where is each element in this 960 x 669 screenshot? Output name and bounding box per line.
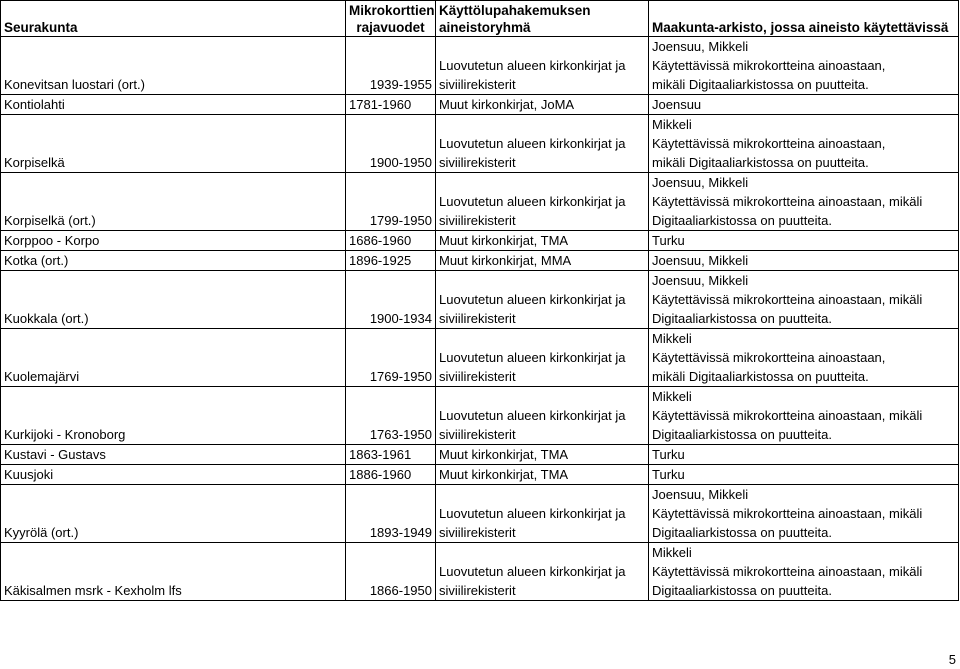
group-line: Luovutetun alueen kirkonkirjat ja <box>439 194 626 209</box>
archive-line: Digitaaliarkistossa on puutteita. <box>652 427 832 442</box>
parish-cell: Kontiolahti <box>1 95 346 115</box>
archive-line: mikäli Digitaaliarkistossa on puutteita. <box>652 369 869 384</box>
table-row <box>1 485 959 543</box>
header-period-line2: rajavuodet <box>356 20 425 35</box>
parish-cell: Kuokkala (ort.) <box>1 271 346 329</box>
archive-line: Turku <box>652 233 685 248</box>
archive-line: Käytettävissä mikrokortteina ainoastaan, mikäli <box>652 564 923 579</box>
parish-cell: Kurkijoki - Kronoborg <box>1 387 346 445</box>
archive-line: Käytettävissä mikrokortteina ainoastaan, <box>652 58 886 73</box>
table-row <box>1 387 959 445</box>
group-cell <box>436 485 649 543</box>
table-row <box>1 37 959 95</box>
group-cell <box>436 543 649 601</box>
group-cell <box>436 387 649 445</box>
parish-cell: Konevitsan luostari (ort.) <box>1 37 346 95</box>
group-line: Luovutetun alueen kirkonkirjat ja <box>439 136 626 151</box>
period-cell: 1763-1950 <box>346 387 436 445</box>
archive-line: Mikkeli <box>652 331 692 346</box>
archive-line: Joensuu, Mikkeli <box>652 175 749 190</box>
header-group-line1: Käyttölupahakemuksen <box>439 3 591 18</box>
group-line: siviilirekisterit <box>439 311 516 326</box>
group-line: Luovutetun alueen kirkonkirjat ja <box>439 292 626 307</box>
period-cell: 1900-1950 <box>346 115 436 173</box>
archive-line: Turku <box>652 467 685 482</box>
table-row <box>1 465 959 485</box>
archive-line: Digitaaliarkistossa on puutteita. <box>652 583 832 598</box>
group-line: siviilirekisterit <box>439 583 516 598</box>
parish-cell: Korppoo - Korpo <box>1 231 346 251</box>
archive-cell <box>649 387 959 445</box>
table-row <box>1 95 959 115</box>
archive-line: Joensuu <box>652 97 702 112</box>
group-line: siviilirekisterit <box>439 525 516 540</box>
archive-line: Joensuu, Mikkeli <box>652 253 749 268</box>
archive-line: Digitaaliarkistossa on puutteita. <box>652 311 832 326</box>
parish-cell: Käkisalmen msrk - Kexholm lfs <box>1 543 346 601</box>
group-cell <box>436 95 649 115</box>
header-period-line1: Mikrokorttien <box>349 3 435 18</box>
group-cell <box>436 271 649 329</box>
group-line: siviilirekisterit <box>439 155 516 170</box>
archive-line: Turku <box>652 447 685 462</box>
group-line: siviilirekisterit <box>439 77 516 92</box>
archive-line: Joensuu, Mikkeli <box>652 39 749 54</box>
header-parish: Seurakunta <box>1 1 346 37</box>
period-cell: 1799-1950 <box>346 173 436 231</box>
header-archive: Maakunta-arkisto, jossa aineisto käytettävissä <box>649 1 959 37</box>
archive-line: Joensuu, Mikkeli <box>652 487 749 502</box>
group-line: Muut kirkonkirjat, TMA <box>439 447 569 462</box>
group-cell <box>436 445 649 465</box>
archive-line: Käytettävissä mikrokortteina ainoastaan, mikäli <box>652 408 923 423</box>
period-cell: 1781-1960 <box>346 95 436 115</box>
group-cell <box>436 173 649 231</box>
archive-cell <box>649 329 959 387</box>
header-group <box>436 1 649 37</box>
archive-line: Mikkeli <box>652 389 692 404</box>
parish-cell: Korpiselkä (ort.) <box>1 173 346 231</box>
archive-cell <box>649 271 959 329</box>
archive-line: Käytettävissä mikrokortteina ainoastaan, mikäli <box>652 194 923 209</box>
archive-line: Käytettävissä mikrokortteina ainoastaan, <box>652 136 886 151</box>
group-line: Luovutetun alueen kirkonkirjat ja <box>439 408 626 423</box>
group-cell <box>436 37 649 95</box>
archive-cell <box>649 173 959 231</box>
period-cell: 1769-1950 <box>346 329 436 387</box>
archive-cell <box>649 231 959 251</box>
header-group-line2: aineistoryhmä <box>439 20 531 35</box>
period-cell: 1896-1925 <box>346 251 436 271</box>
group-cell <box>436 329 649 387</box>
archive-line: Käytettävissä mikrokortteina ainoastaan, mikäli <box>652 292 923 307</box>
period-cell: 1886-1960 <box>346 465 436 485</box>
archive-cell <box>649 37 959 95</box>
group-line: Luovutetun alueen kirkonkirjat ja <box>439 564 626 579</box>
archive-line: Digitaaliarkistossa on puutteita. <box>652 213 832 228</box>
archive-cell <box>649 485 959 543</box>
group-line: Muut kirkonkirjat, TMA <box>439 233 569 248</box>
header-period <box>346 1 436 37</box>
period-cell: 1939-1955 <box>346 37 436 95</box>
group-line: Luovutetun alueen kirkonkirjat ja <box>439 506 626 521</box>
table-row <box>1 271 959 329</box>
group-line: Muut kirkonkirjat, TMA <box>439 467 569 482</box>
group-line: siviilirekisterit <box>439 369 516 384</box>
parish-cell: Kuusjoki <box>1 465 346 485</box>
parish-cell: Kustavi - Gustavs <box>1 445 346 465</box>
archive-line: Käytettävissä mikrokortteina ainoastaan, <box>652 350 886 365</box>
archive-line: Käytettävissä mikrokortteina ainoastaan, mikäli <box>652 506 923 521</box>
period-cell: 1900-1934 <box>346 271 436 329</box>
archive-line: mikäli Digitaaliarkistossa on puutteita. <box>652 155 869 170</box>
parish-cell: Kyyrölä (ort.) <box>1 485 346 543</box>
page-number: 5 <box>948 652 956 667</box>
group-line: Luovutetun alueen kirkonkirjat ja <box>439 350 626 365</box>
group-line: siviilirekisterit <box>439 213 516 228</box>
archive-cell <box>649 95 959 115</box>
table-row <box>1 251 959 271</box>
archive-line: mikäli Digitaaliarkistossa on puutteita. <box>652 77 869 92</box>
period-cell: 1893-1949 <box>346 485 436 543</box>
parish-cell: Kotka (ort.) <box>1 251 346 271</box>
group-line: Muut kirkonkirjat, MMA <box>439 253 572 268</box>
archive-line: Mikkeli <box>652 117 692 132</box>
archive-line: Digitaaliarkistossa on puutteita. <box>652 525 832 540</box>
period-cell: 1866-1950 <box>346 543 436 601</box>
table-row <box>1 329 959 387</box>
archive-line: Joensuu, Mikkeli <box>652 273 749 288</box>
group-cell <box>436 465 649 485</box>
period-cell: 1863-1961 <box>346 445 436 465</box>
table-row <box>1 115 959 173</box>
table-row <box>1 543 959 601</box>
archive-cell <box>649 543 959 601</box>
table-row <box>1 445 959 465</box>
group-cell <box>436 231 649 251</box>
table-row <box>1 231 959 251</box>
parish-cell: Kuolemajärvi <box>1 329 346 387</box>
parish-cell: Korpiselkä <box>1 115 346 173</box>
archive-cell <box>649 251 959 271</box>
archive-cell <box>649 465 959 485</box>
period-cell: 1686-1960 <box>346 231 436 251</box>
header-row <box>1 1 959 37</box>
table-row <box>1 173 959 231</box>
archive-line: Mikkeli <box>652 545 692 560</box>
archive-cell <box>649 115 959 173</box>
archive-cell <box>649 445 959 465</box>
group-line: Muut kirkonkirjat, JoMA <box>439 97 575 112</box>
group-cell <box>436 115 649 173</box>
group-line: Luovutetun alueen kirkonkirjat ja <box>439 58 626 73</box>
group-line: siviilirekisterit <box>439 427 516 442</box>
group-cell <box>436 251 649 271</box>
